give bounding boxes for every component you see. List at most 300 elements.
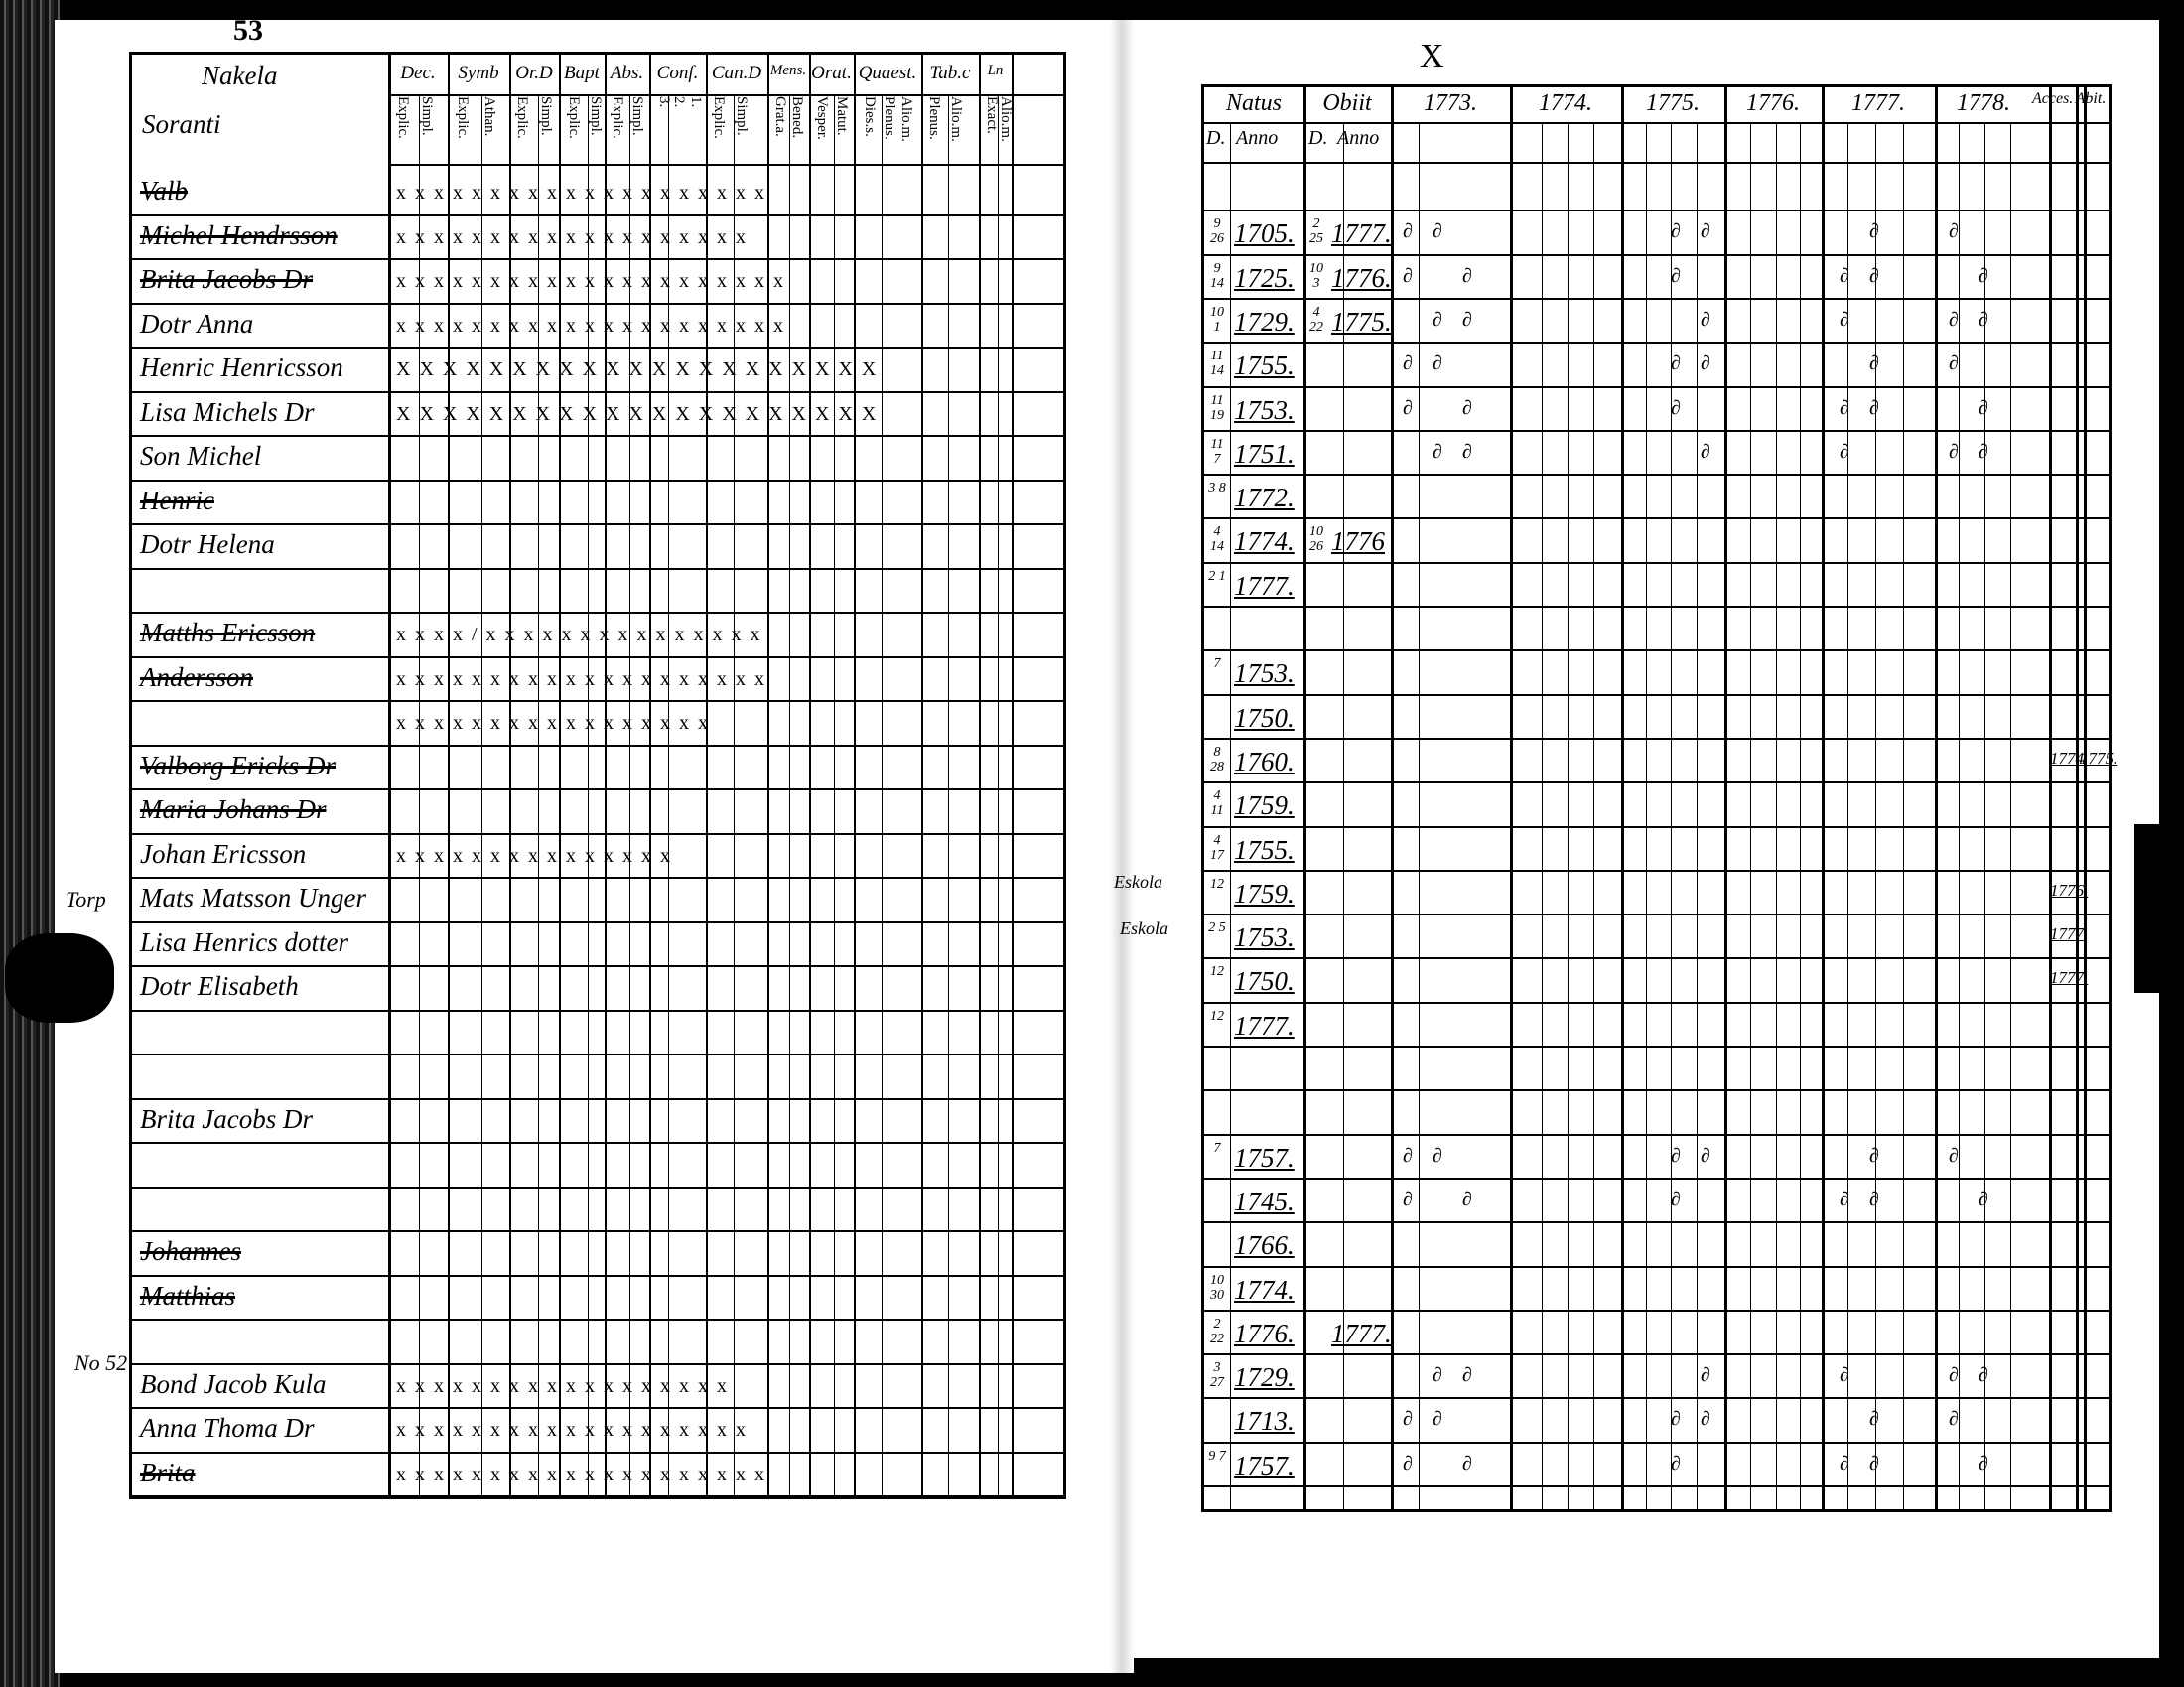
- attendance-mark: ∂: [1403, 1188, 1413, 1210]
- row-rule: [132, 833, 1063, 835]
- birth-year: 1774.: [1234, 1274, 1295, 1305]
- birth-year: 1745.: [1234, 1186, 1295, 1216]
- column-subheader: Explic.: [711, 96, 727, 139]
- attendance-mark: ∂: [1949, 220, 1959, 243]
- attendance-mark: ∂: [1840, 1364, 1849, 1387]
- margin-note: Torp: [66, 887, 106, 912]
- birth-year: 1729.: [1234, 306, 1295, 337]
- row-rule: [132, 1363, 1063, 1365]
- column-header: 1777.: [1851, 90, 1905, 116]
- row-rule: [1204, 649, 2109, 651]
- death-year: 1777.: [1331, 218, 1392, 249]
- birth-day-month: 2 5: [1208, 920, 1226, 936]
- margin-note: Eskola: [1114, 872, 1162, 892]
- column-rule: [1935, 87, 1938, 1509]
- attendance-mark: ∂: [1949, 440, 1959, 463]
- row-rule: [132, 480, 1063, 482]
- row-rule: [1204, 781, 2109, 783]
- row-rule: [132, 788, 1063, 790]
- sacrament-marks: X X X X X X X X X X X X X X X X X X X X X: [396, 402, 879, 425]
- birth-day-month: 9 14: [1210, 260, 1224, 291]
- sacrament-marks: x x x x x x x x x x x x x x x x x x x x: [396, 182, 766, 204]
- attendance-mark: ∂: [1979, 264, 1988, 287]
- column-header: Obiit: [1322, 90, 1372, 116]
- column-rule: [1391, 87, 1394, 1509]
- column-rule: [921, 55, 923, 1496]
- register-name: Henric Henricsson: [140, 352, 343, 382]
- row-rule: [132, 347, 1063, 349]
- sacrament-marks: x x x x / x x x x x x x x x x x x x x x: [396, 624, 762, 645]
- book-edge: [0, 0, 60, 1687]
- subcolumn-rule: [1875, 123, 1876, 1509]
- book-gutter: [1110, 20, 1134, 1673]
- attendance-mark: ∂: [1869, 1452, 1879, 1475]
- attendance-mark: ∂: [1869, 264, 1879, 287]
- column-header: Can.D: [711, 63, 762, 83]
- row-rule: [132, 1230, 1063, 1232]
- subcolumn-rule: [1903, 123, 1904, 1509]
- register-name: Dotr Elisabeth: [140, 971, 299, 1001]
- column-header: Orat.: [811, 63, 852, 83]
- row-rule: [1204, 1002, 2109, 1004]
- row-rule: [132, 1098, 1063, 1100]
- column-header: Natus: [1225, 90, 1282, 116]
- column-header: 1775.: [1646, 90, 1700, 116]
- birth-day-month: 4 11: [1210, 788, 1224, 819]
- row-rule: [1204, 738, 2109, 740]
- birth-day-month: 3 27: [1210, 1360, 1224, 1391]
- subcolumn-rule: [948, 96, 949, 1496]
- death-day-month: 10 26: [1309, 524, 1323, 555]
- attendance-mark: ∂: [1433, 1144, 1442, 1167]
- attendance-mark: ∂: [1462, 308, 1472, 331]
- attendance-mark: ∂: [1671, 1452, 1681, 1475]
- death-year: 1775.: [1331, 306, 1392, 337]
- row-rule: [132, 656, 1063, 658]
- attendance-mark: ∂: [1462, 1188, 1472, 1210]
- row-rule: [132, 391, 1063, 393]
- subcolumn-rule: [834, 96, 835, 1496]
- row-rule: [1204, 1310, 2109, 1312]
- column-header: Abit.: [2075, 90, 2107, 107]
- column-subheader: Explic.: [610, 96, 625, 139]
- column-subheader: Explic.: [395, 96, 411, 139]
- attendance-mark: ∂: [1671, 396, 1681, 419]
- attendance-mark: ∂: [1433, 352, 1442, 375]
- attendance-mark: ∂: [1869, 1144, 1879, 1167]
- row-rule: [1204, 210, 2109, 211]
- row-rule: [132, 1142, 1063, 1144]
- row-rule: [1204, 694, 2109, 696]
- subcolumn-rule: [1776, 123, 1777, 1509]
- column-header: 1774.: [1539, 90, 1592, 116]
- register-name: Henric: [140, 485, 214, 515]
- column-rule: [1621, 87, 1624, 1509]
- right-register-table: [1201, 84, 2118, 1512]
- subcolumn-rule: [882, 96, 883, 1496]
- row-rule: [1204, 386, 2109, 388]
- attendance-mark: ∂: [1869, 396, 1879, 419]
- column-header: Or.D: [515, 63, 553, 83]
- attendance-mark: ∂: [1979, 1364, 1988, 1387]
- row-rule: [1204, 1442, 2109, 1444]
- attendance-mark: ∂: [1671, 1144, 1681, 1167]
- birth-day-month: 10 1: [1210, 304, 1224, 335]
- register-name: Brita: [140, 1457, 196, 1487]
- register-name: Son Michel: [140, 441, 262, 471]
- birth-year: 1729.: [1234, 1362, 1295, 1393]
- column-rule: [2049, 87, 2052, 1509]
- margin-note: Eskola: [1120, 918, 1168, 938]
- row-rule: [132, 700, 1063, 702]
- attendance-mark: ∂: [1840, 396, 1849, 419]
- birth-day-month: 11 19: [1210, 392, 1224, 423]
- column-header: Conf.: [656, 63, 699, 83]
- row-rule: [1204, 474, 2109, 476]
- attendance-mark: ∂: [1462, 1452, 1472, 1475]
- birth-year: 1772.: [1234, 483, 1295, 513]
- attendance-mark: ∂: [1840, 264, 1849, 287]
- header-rule: [1204, 162, 2109, 164]
- birth-year: 1753.: [1234, 922, 1295, 953]
- column-subheader: Matut.: [834, 96, 850, 136]
- attendance-mark: ∂: [1403, 1144, 1413, 1167]
- row-rule: [132, 921, 1063, 923]
- attendance-mark: ∂: [1701, 1144, 1710, 1167]
- row-rule: [1204, 957, 2109, 959]
- row-rule: [132, 1275, 1063, 1277]
- column-rule: [1822, 87, 1825, 1509]
- subcolumn-rule: [538, 96, 539, 1496]
- row-rule: [132, 214, 1063, 216]
- subcolumn-rule: [1800, 123, 1801, 1509]
- birth-year: 1750.: [1234, 702, 1295, 733]
- column-header: Ln: [987, 63, 1004, 78]
- row-rule: [1204, 606, 2109, 608]
- row-rule: [132, 877, 1063, 879]
- row-rule: [132, 1407, 1063, 1409]
- sacrament-marks: x x x x x x x x x x x x x x x x x x x: [396, 1419, 748, 1441]
- subcolumn-rule: [1230, 123, 1231, 1509]
- attendance-mark: ∂: [1433, 1408, 1442, 1431]
- header-rule: [388, 164, 1063, 166]
- subcolumn-rule: [998, 96, 999, 1496]
- attendance-mark: ∂: [1403, 220, 1413, 243]
- birth-year: 1705.: [1234, 218, 1295, 249]
- death-day-month: 10 3: [1309, 260, 1323, 291]
- column-rule: [2076, 87, 2079, 1509]
- row-rule: [1204, 430, 2109, 432]
- death-year: 1777.: [1331, 1318, 1392, 1348]
- register-name: Matthias: [140, 1280, 236, 1311]
- column-header: Tab.c: [929, 63, 971, 83]
- attendance-mark: ∂: [1462, 264, 1472, 287]
- sacrament-marks: x x x x x x x x x x x x x x x: [396, 844, 672, 867]
- birth-day-month: 3 8: [1208, 481, 1226, 496]
- register-name: Valborg Ericks Dr: [140, 750, 336, 780]
- attendance-mark: ∂: [1671, 264, 1681, 287]
- attendance-mark: ∂: [1701, 440, 1710, 463]
- column-subheader: Athan.: [481, 96, 497, 137]
- column-header: Bapt: [564, 63, 600, 83]
- birth-year: 1753.: [1234, 394, 1295, 425]
- death-day-month: 2 25: [1309, 216, 1323, 247]
- birth-year: 1755.: [1234, 351, 1295, 381]
- column-subheader: Vesper.: [814, 96, 830, 140]
- attendance-mark: ∂: [1701, 220, 1710, 243]
- attendance-mark: ∂: [1979, 440, 1988, 463]
- attendance-mark: ∂: [1869, 352, 1879, 375]
- birth-year: 1753.: [1234, 658, 1295, 689]
- birth-year: 1777.: [1234, 1010, 1295, 1041]
- row-rule: [1204, 1266, 2109, 1268]
- column-header: 1773.: [1424, 90, 1477, 116]
- register-name: Johan Ericsson: [140, 838, 307, 869]
- attendance-mark: ∂: [1433, 308, 1442, 331]
- register-name: Mats Matsson Unger: [140, 883, 366, 913]
- register-name: Dotr Helena: [140, 529, 275, 559]
- column-header: Mens.: [769, 63, 807, 78]
- sacrament-marks: x x x x x x x x x x x x x x x x x x x x x: [396, 270, 785, 292]
- row-rule: [1204, 1178, 2109, 1180]
- column-rule: [1012, 55, 1014, 1496]
- subcolumn-rule: [1593, 123, 1594, 1509]
- sacrament-marks: X X X X X X X X X X X X X X X X X X X X X: [396, 358, 879, 380]
- column-subheader: D.: [1308, 127, 1328, 149]
- subcolumn-rule: [734, 96, 735, 1496]
- birth-day-month: 2 22: [1210, 1316, 1224, 1346]
- column-subheader: Exact.: [984, 96, 1000, 134]
- sacrament-marks: x x x x x x x x x x x x x x x x x: [396, 712, 710, 734]
- row-rule: [1204, 1046, 2109, 1048]
- column-subheader: Simpl.: [588, 96, 604, 136]
- subcolumn-rule: [2010, 123, 2011, 1509]
- column-subheader: Explic.: [566, 96, 582, 139]
- birth-year: 1759.: [1234, 790, 1295, 821]
- column-header: Dec.: [400, 63, 436, 83]
- attendance-mark: ∂: [1671, 352, 1681, 375]
- birth-day-month: 7: [1213, 656, 1221, 672]
- row-rule: [132, 303, 1063, 305]
- birth-day-month: 4 14: [1210, 524, 1224, 555]
- left-register-table: [129, 52, 1066, 1499]
- column-subheader: Alio.m.: [998, 96, 1014, 142]
- row-rule: [132, 1054, 1063, 1055]
- column-subheader: Simpl.: [538, 96, 554, 136]
- attendance-mark: ∂: [1869, 1408, 1879, 1431]
- birth-day-month: 12: [1210, 964, 1224, 980]
- row-rule: [132, 612, 1063, 614]
- column-rule: [1510, 87, 1513, 1509]
- village-heading: Nakela: [202, 61, 278, 90]
- column-subheader: Plenus.: [926, 96, 942, 140]
- register-name: Dotr Anna: [140, 308, 254, 339]
- header-rule: [1204, 122, 2109, 124]
- column-header: 1778.: [1957, 90, 2010, 116]
- row-rule: [132, 1010, 1063, 1012]
- attendance-mark: ∂: [1433, 1364, 1442, 1387]
- birth-day-month: 7: [1213, 1140, 1221, 1156]
- row-rule: [1204, 1221, 2109, 1223]
- attendance-mark: ∂: [1840, 440, 1849, 463]
- register-name: Maria Johans Dr: [140, 794, 327, 824]
- birth-year: 1757.: [1234, 1450, 1295, 1480]
- subcolumn-rule: [1697, 123, 1698, 1509]
- birth-year: 1760.: [1234, 746, 1295, 776]
- attendance-mark: ∂: [1462, 1364, 1472, 1387]
- attendance-mark: ∂: [1671, 1408, 1681, 1431]
- sacrament-marks: x x x x x x x x x x x x x x x x x x x x x: [396, 314, 785, 337]
- register-name: Matths Ericsson: [140, 618, 316, 647]
- attendance-mark: ∂: [1869, 220, 1879, 243]
- birth-year: 1757.: [1234, 1142, 1295, 1173]
- column-rule: [388, 55, 391, 1496]
- row-rule: [1204, 1134, 2109, 1136]
- row-rule: [132, 258, 1063, 260]
- death-day-month: 4 22: [1309, 304, 1323, 335]
- column-subheader: Simpl.: [629, 96, 645, 136]
- attendance-mark: ∂: [1403, 396, 1413, 419]
- column-subheader: 2.: [671, 96, 687, 108]
- departure-year: 1775.: [2080, 748, 2118, 768]
- row-rule: [1204, 1397, 2109, 1399]
- column-subheader: Simpl.: [734, 96, 750, 136]
- accession-year: 1774.: [2050, 748, 2089, 768]
- top-mark: X: [1420, 38, 1444, 74]
- row-rule: [1204, 914, 2109, 915]
- row-rule: [1204, 870, 2109, 872]
- birth-year: 1725.: [1234, 262, 1295, 293]
- attendance-mark: ∂: [1840, 308, 1849, 331]
- birth-year: 1755.: [1234, 834, 1295, 865]
- accession-year: 1777.: [2050, 968, 2089, 988]
- attendance-mark: ∂: [1403, 1408, 1413, 1431]
- register-name: Johannes: [140, 1236, 241, 1266]
- row-rule: [1204, 826, 2109, 828]
- subcolumn-rule: [419, 96, 420, 1496]
- column-subheader: Grat.a.: [772, 96, 788, 137]
- row-rule: [1204, 1089, 2109, 1091]
- birth-day-month: 12: [1210, 1008, 1224, 1024]
- subcolumn-rule: [1959, 123, 1960, 1509]
- register-name: Lisa Michels Dr: [140, 396, 315, 427]
- birth-day-month: 10 30: [1210, 1272, 1224, 1303]
- attendance-mark: ∂: [1949, 308, 1959, 331]
- attendance-mark: ∂: [1979, 396, 1988, 419]
- register-name: Michel Hendrsson: [140, 219, 338, 250]
- row-rule: [132, 1187, 1063, 1189]
- register-name: Lisa Henrics dotter: [140, 926, 349, 957]
- birth-day-month: 12: [1210, 876, 1224, 892]
- subcolumn-rule: [629, 96, 630, 1496]
- death-year: 1776: [1331, 526, 1385, 557]
- column-subheader: Explic.: [514, 96, 530, 139]
- column-subheader: Alio.m.: [898, 96, 914, 142]
- attendance-mark: ∂: [1671, 1188, 1681, 1210]
- attendance-mark: ∂: [1979, 1452, 1988, 1475]
- birth-day-month: 9 26: [1210, 216, 1224, 247]
- birth-year: 1774.: [1234, 526, 1295, 557]
- subcolumn-rule: [668, 96, 669, 1496]
- birth-day-month: 11 7: [1210, 436, 1224, 467]
- row-rule: [132, 568, 1063, 570]
- attendance-mark: ∂: [1701, 1364, 1710, 1387]
- birth-year: 1750.: [1234, 966, 1295, 997]
- page-number: 53: [233, 14, 263, 47]
- row-rule: [132, 1319, 1063, 1321]
- column-subheader: 3.: [656, 96, 672, 108]
- subcolumn-rule: [1646, 123, 1647, 1509]
- edge-shadow: [2134, 824, 2184, 993]
- attendance-mark: ∂: [1671, 220, 1681, 243]
- attendance-mark: ∂: [1701, 1408, 1710, 1431]
- death-year: 1776.: [1331, 262, 1392, 293]
- attendance-mark: ∂: [1433, 220, 1442, 243]
- birth-year: 1713.: [1234, 1406, 1295, 1437]
- column-subheader: Dies.s.: [862, 96, 878, 137]
- attendance-mark: ∂: [1949, 352, 1959, 375]
- column-header: Abs.: [610, 63, 644, 83]
- margin-note: No 52: [74, 1350, 128, 1375]
- row-rule: [132, 1452, 1063, 1454]
- birth-year: 1751.: [1234, 438, 1295, 469]
- column-subheader: 1.: [688, 96, 704, 108]
- attendance-mark: ∂: [1979, 1188, 1988, 1210]
- row-rule: [1204, 1353, 2109, 1355]
- column-header: Quaest.: [858, 63, 917, 83]
- birth-year: 1776.: [1234, 1318, 1295, 1348]
- group-heading: Soranti: [142, 109, 221, 139]
- row-rule: [1204, 1485, 2109, 1487]
- row-rule: [1204, 342, 2109, 344]
- attendance-mark: ∂: [1403, 1452, 1413, 1475]
- birth-day-month: 11 14: [1210, 349, 1224, 379]
- birth-day-month: 2 1: [1208, 568, 1226, 584]
- attendance-mark: ∂: [1979, 308, 1988, 331]
- attendance-mark: ∂: [1949, 1144, 1959, 1167]
- sacrament-marks: x x x x x x x x x x x x x x x x x x x x: [396, 667, 766, 690]
- column-subheader: Plenus.: [882, 96, 897, 140]
- attendance-mark: ∂: [1869, 1188, 1879, 1210]
- row-rule: [132, 965, 1063, 967]
- register-name: Bond Jacob Kula: [140, 1368, 327, 1399]
- column-rule: [1724, 87, 1727, 1509]
- attendance-mark: ∂: [1840, 1188, 1849, 1210]
- column-rule: [2084, 87, 2087, 1509]
- binding-blot: [5, 933, 114, 1023]
- register-name: Valb: [140, 176, 189, 206]
- birth-day-month: 8 28: [1210, 744, 1224, 774]
- subcolumn-rule: [1750, 123, 1751, 1509]
- attendance-mark: ∂: [1462, 396, 1472, 419]
- accession-year: 1776.: [2050, 880, 2089, 900]
- column-subheader: Anno: [1236, 127, 1279, 149]
- column-subheader: Alio.m.: [948, 96, 964, 142]
- column-subheader: Explic.: [455, 96, 471, 139]
- sacrament-marks: x x x x x x x x x x x x x x x x x x x x: [396, 1463, 766, 1485]
- column-subheader: Bened.: [789, 96, 805, 139]
- birth-year: 1759.: [1234, 878, 1295, 909]
- birth-day-month: 4 17: [1210, 832, 1224, 863]
- row-rule: [1204, 562, 2109, 564]
- attendance-mark: ∂: [1403, 264, 1413, 287]
- subcolumn-rule: [1542, 123, 1543, 1509]
- subcolumn-rule: [481, 96, 482, 1496]
- column-header: Acces.: [2032, 90, 2074, 107]
- attendance-mark: ∂: [1433, 440, 1442, 463]
- register-name: Brita Jacobs Dr: [140, 264, 313, 294]
- sacrament-marks: x x x x x x x x x x x x x x x x x x: [396, 1374, 729, 1397]
